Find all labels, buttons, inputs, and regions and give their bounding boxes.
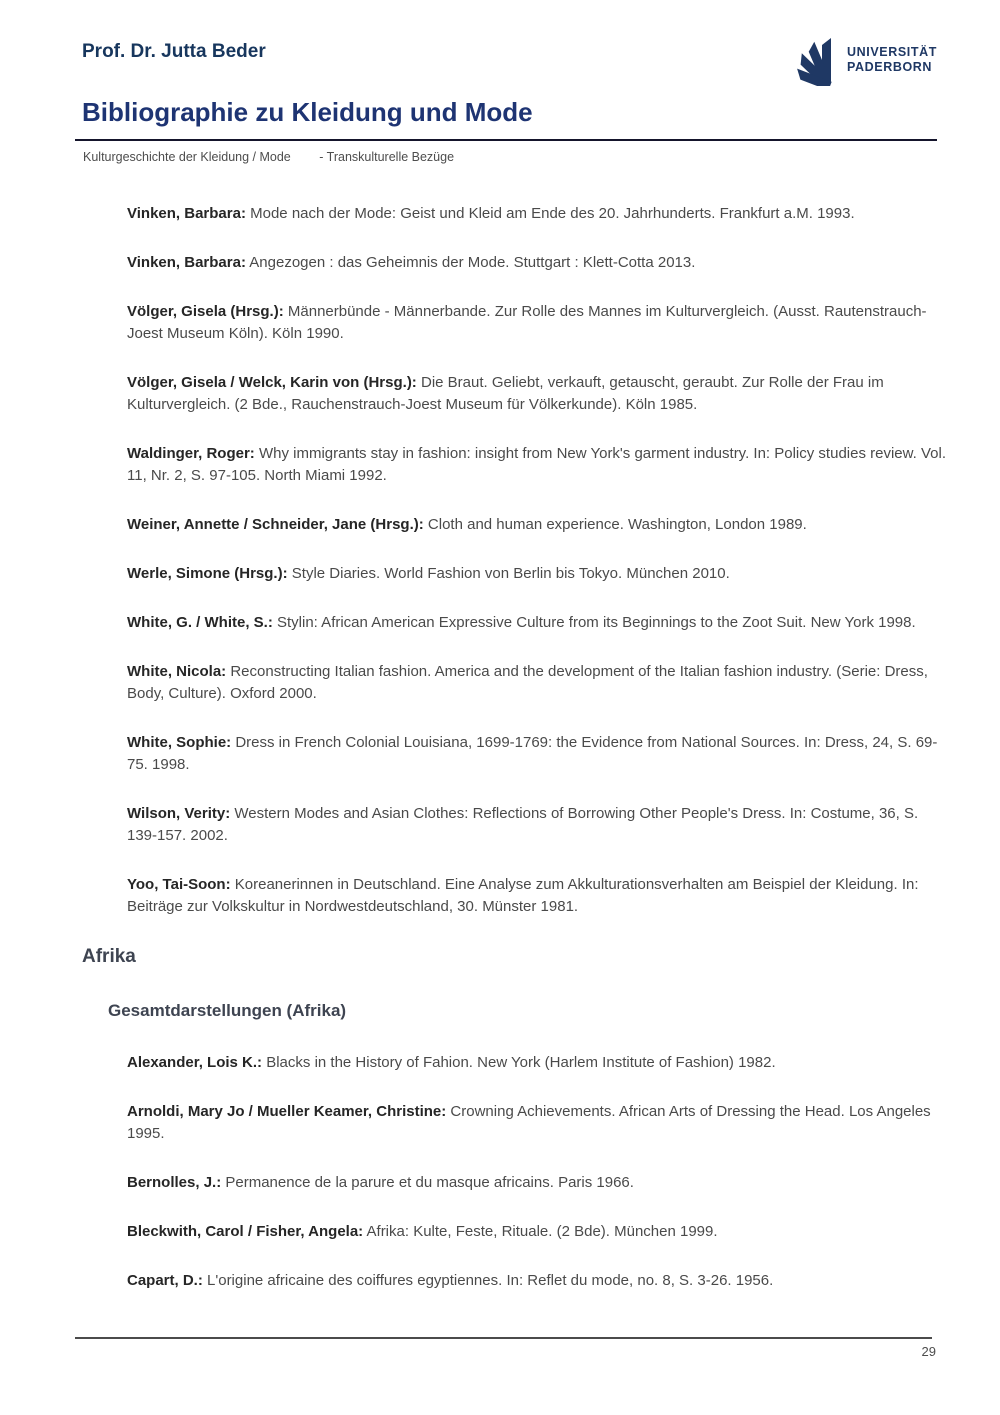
logo-line-1: UNIVERSITÄT	[847, 45, 937, 59]
entry-text: Reconstructing Italian fashion. America and the development of the Italian fashion industry. (Serie: Dress, Body, Culture). Oxford 2000.	[127, 663, 928, 702]
entry-author: Arnoldi, Mary Jo / Mueller Keamer, Christine:	[127, 1103, 447, 1120]
subtitle-left: Kulturgeschichte der Kleidung / Mode	[83, 150, 291, 164]
entry-author: Völger, Gisela / Welck, Karin von (Hrsg.):	[127, 374, 417, 391]
entry-text: Permanence de la parure et du masque africains. Paris 1966.	[225, 1174, 634, 1191]
entry-text: Blacks in the History of Fahion. New York (Harlem Institute of Fashion) 1982.	[266, 1054, 776, 1071]
entry-text: Angezogen : das Geheimnis der Mode. Stuttgart : Klett-Cotta 2013.	[249, 254, 696, 271]
entry-author: Vinken, Barbara:	[127, 254, 246, 271]
bibliography-entry	[127, 803, 947, 847]
entry-text: L'origine africaine des coiffures egyptiennes. In: Reflet du mode, no. 8, S. 3-26. 1956.	[207, 1272, 774, 1289]
bibliography-entry	[127, 514, 947, 536]
logo-line-2: PADERBORN	[847, 60, 933, 74]
bibliography-entry	[127, 1172, 947, 1194]
entry-text: Afrika: Kulte, Feste, Rituale. (2 Bde). München 1999.	[366, 1223, 718, 1240]
entry-text: Cloth and human experience. Washington, London 1989.	[427, 516, 807, 533]
bibliography-entry	[127, 1052, 947, 1074]
entry-text: Stylin: African American Expressive Culture from its Beginnings to the Zoot Suit. New York 1998.	[277, 614, 916, 631]
entry-text: Männerbünde - Männerbande. Zur Rolle des Mannes im Kulturvergleich. (Ausst. Rautenstrauch-Joest Museum Köln). Köln 1990.	[127, 303, 927, 342]
bibliography-list-afrika	[127, 1052, 947, 1292]
bibliography-entry	[127, 661, 947, 705]
university-paderborn-logo	[792, 34, 937, 86]
university-logo-icon	[792, 34, 840, 86]
entry-text: Die Braut. Geliebt, verkauft, getauscht, geraubt. Zur Rolle der Frau im Kulturvergleich. (2 Bde., Rauchenstrauch-Joest Museum für Völkerkunde). Köln 1985.	[127, 374, 884, 413]
footer-divider	[75, 1337, 932, 1339]
entry-text: Style Diaries. World Fashion von Berlin bis Tokyo. München 2010.	[291, 565, 730, 582]
entry-author: Völger, Gisela (Hrsg.):	[127, 303, 284, 320]
title-divider	[75, 139, 937, 141]
entry-author: Weiner, Annette / Schneider, Jane (Hrsg.):	[127, 516, 424, 533]
entry-author: Waldinger, Roger:	[127, 445, 255, 462]
bibliography-entry	[127, 203, 947, 225]
entry-text: Koreanerinnen in Deutschland. Eine Analyse zum Akkulturationsverhalten am Beispiel der Kleidung. In: Beiträge zur Volkskultur in Nordwestdeutschland, 30. Münster 1981.	[127, 876, 919, 915]
entry-author: Bleckwith, Carol / Fisher, Angela:	[127, 1223, 364, 1240]
subsection-heading-gesamtdarstellungen: Gesamtdarstellungen (Afrika)	[108, 1001, 347, 1020]
entry-author: Yoo, Tai-Soon:	[127, 876, 231, 893]
entry-author: White, G. / White, S.:	[127, 614, 273, 631]
entry-author: White, Sophie:	[127, 734, 232, 751]
entry-text: Mode nach der Mode: Geist und Kleid am Ende des 20. Jahrhunderts. Frankfurt a.M. 1993.	[250, 205, 855, 222]
page-title: Bibliographie zu Kleidung und Mode	[82, 97, 533, 127]
entry-author: Wilson, Verity:	[127, 805, 231, 822]
author-header: Prof. Dr. Jutta Beder	[82, 41, 266, 62]
entry-author: Vinken, Barbara:	[127, 205, 246, 222]
bibliography-content	[82, 203, 947, 1319]
section-heading-afrika: Afrika	[82, 946, 136, 967]
entry-author: Capart, D.:	[127, 1272, 203, 1289]
bibliography-entry	[127, 874, 947, 918]
university-logo-text	[847, 45, 937, 75]
bibliography-entry	[127, 612, 947, 634]
bibliography-entry	[127, 252, 947, 274]
bibliography-entry	[127, 563, 947, 585]
entry-author: Werle, Simone (Hrsg.):	[127, 565, 288, 582]
bibliography-entry	[127, 301, 947, 345]
bibliography-entry	[127, 372, 947, 416]
entry-author: White, Nicola:	[127, 663, 227, 680]
bibliography-entry	[127, 732, 947, 776]
entry-text: Why immigrants stay in fashion: insight from New York's garment industry. In: Policy studies review. Vol. 11, Nr. 2, S. 97-105. North Miami 1992.	[127, 445, 946, 484]
bibliography-list-continued	[127, 203, 947, 918]
entry-text: Dress in French Colonial Louisiana, 1699-1769: the Evidence from National Sources. In: Dress, 24, S. 69-75. 1998.	[127, 734, 938, 773]
entry-author: Alexander, Lois K.:	[127, 1054, 263, 1071]
subtitle-right: - Transkulturelle Bezüge	[319, 150, 455, 164]
bibliography-entry	[127, 1270, 947, 1292]
page-number: 29	[921, 1344, 936, 1359]
entry-text: Crowning Achievements. African Arts of Dressing the Head. Los Angeles 1995.	[127, 1103, 931, 1142]
entry-text: Western Modes and Asian Clothes: Reflections of Borrowing Other People's Dress. In: Costume, 36, S. 139-157. 2002.	[127, 805, 919, 844]
entry-author: Bernolles, J.:	[127, 1174, 222, 1191]
bibliography-entry	[127, 1101, 947, 1145]
bibliography-entry	[127, 443, 947, 487]
subtitle	[83, 149, 454, 165]
bibliography-entry	[127, 1221, 947, 1243]
